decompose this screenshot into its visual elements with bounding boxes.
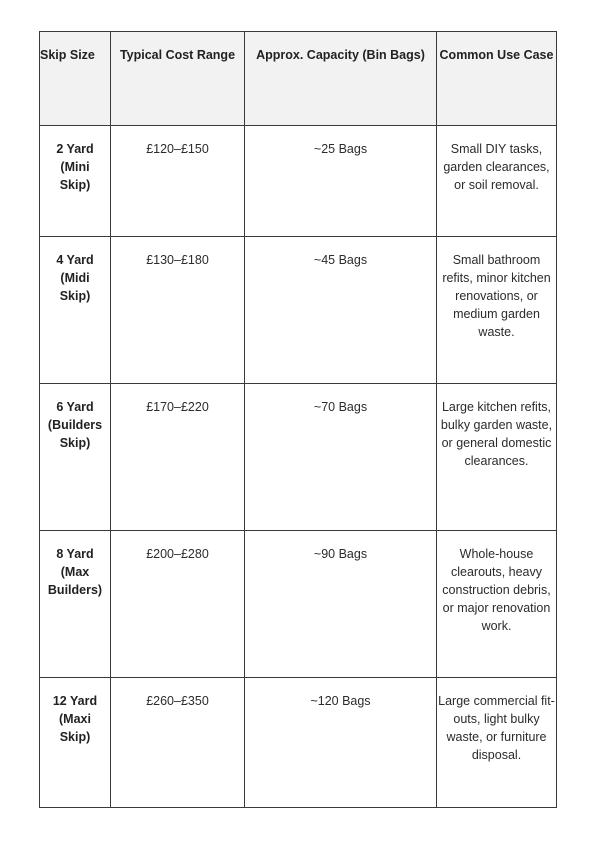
skip-size-line: 6 Yard [56,400,94,414]
skip-size-line: Skip) [59,289,91,303]
table-header-row [40,32,557,126]
cost-cell: £200–£280 [111,531,245,678]
capacity-cell: ~90 Bags [245,531,437,678]
header-typical-cost-range: Typical Cost Range [111,32,245,126]
header-skip-size: Skip Size [40,32,111,126]
skip-size-line: (Max [60,565,90,579]
use-case-cell: Large kitchen refits, bulky garden waste, or general domestic clearances. [437,384,557,531]
skip-size-line: Skip) [59,730,91,744]
capacity-cell: ~70 Bags [245,384,437,531]
skip-size-line: 12 Yard [52,694,98,708]
table-row [40,384,557,531]
skip-size-line: Skip) [59,436,91,450]
skip-size-cell [40,126,111,237]
skip-size-line: (Midi [60,271,90,285]
cost-cell: £260–£350 [111,678,245,808]
cost-cell: £130–£180 [111,237,245,384]
header-common-use-case: Common Use Case [437,32,557,126]
skip-size-line: 2 Yard [56,142,94,156]
skip-size-line: (Maxi [59,712,91,726]
skip-size-cell [40,531,111,678]
skip-size-line: Skip) [59,178,91,192]
use-case-cell: Small bathroom refits, minor kitchen renovations, or medium garden waste. [437,237,557,384]
use-case-cell: Small DIY tasks, garden clearances, or soil removal. [437,126,557,237]
cost-cell: £170–£220 [111,384,245,531]
table-row [40,126,557,237]
header-approx-capacity: Approx. Capacity (Bin Bags) [245,32,437,126]
table-row [40,678,557,808]
skip-size-cell [40,237,111,384]
skip-size-line: (Builders [47,418,103,432]
skip-size-line: (Mini [60,160,90,174]
capacity-cell: ~25 Bags [245,126,437,237]
skip-hire-table [39,31,557,808]
cost-cell: £120–£150 [111,126,245,237]
capacity-cell: ~120 Bags [245,678,437,808]
skip-size-cell [40,384,111,531]
use-case-cell: Large commercial fit-outs, light bulky waste, or furniture disposal. [437,678,557,808]
skip-size-cell [40,678,111,808]
skip-size-line: 4 Yard [56,253,94,267]
table-row [40,531,557,678]
table-row [40,237,557,384]
use-case-cell: Whole-house clearouts, heavy construction debris, or major renovation work. [437,531,557,678]
skip-size-line: Builders) [47,583,103,597]
skip-size-line: 8 Yard [56,547,94,561]
capacity-cell: ~45 Bags [245,237,437,384]
